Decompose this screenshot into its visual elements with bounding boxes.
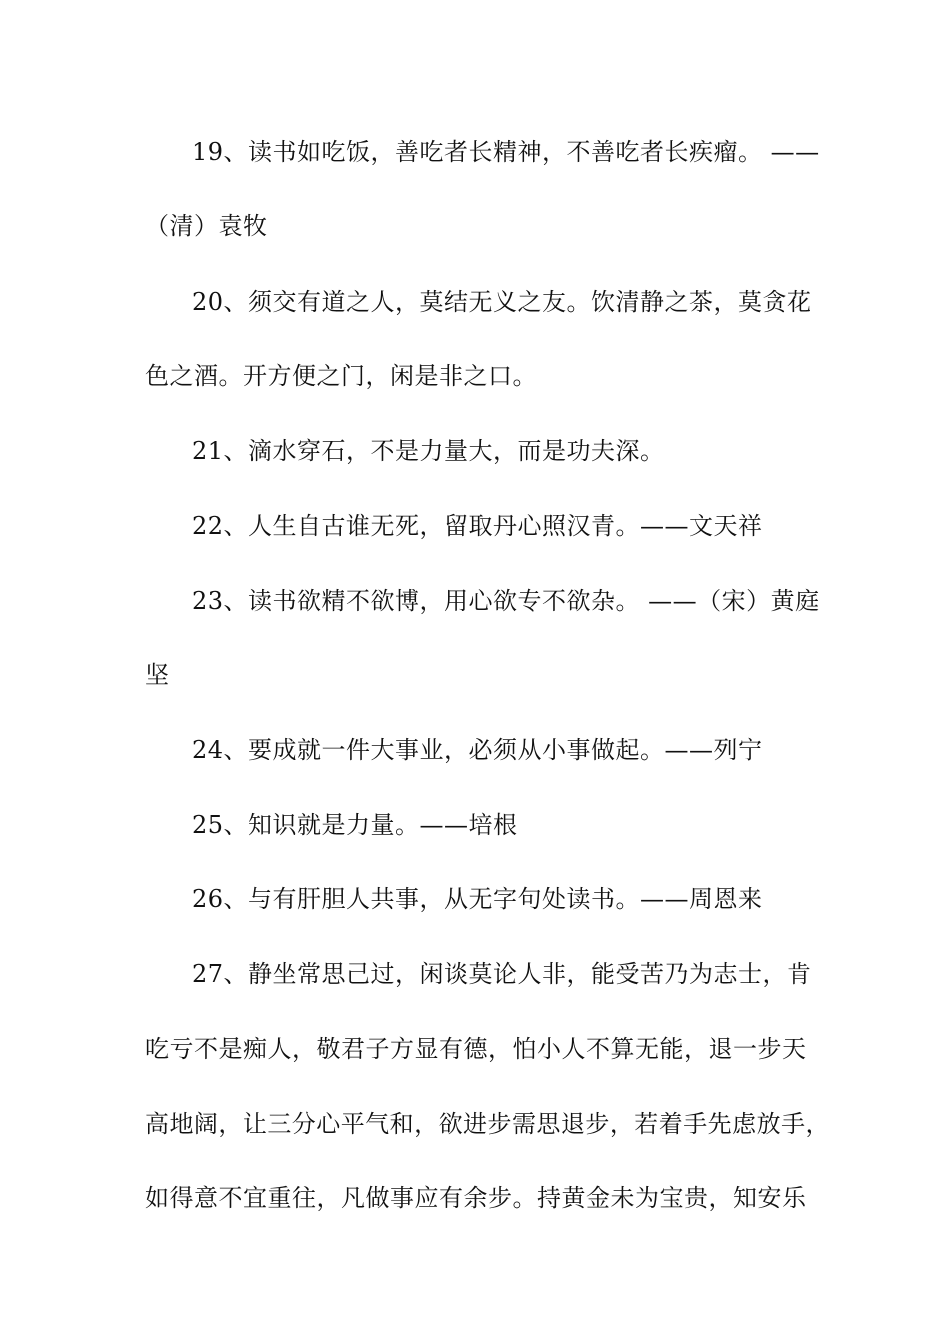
- quote-27-line-1: 27、静坐常思己过，闲谈莫论人非，能受苦乃为志士，肯: [192, 960, 812, 988]
- quote-22: 22、人生自古谁无死，留取丹心照汉青。——文天祥: [192, 512, 763, 540]
- quote-21: 21、滴水穿石，不是力量大，而是功夫深。: [192, 437, 665, 465]
- quote-24: 24、要成就一件大事业，必须从小事做起。——列宁: [192, 736, 763, 764]
- quote-27-line-2: 吃亏不是痴人，敬君子方显有德，怕小人不算无能，退一步天: [145, 1035, 807, 1063]
- quote-23-line-2: 坚: [145, 661, 170, 689]
- quote-20-line-2: 色之酒。开方便之门，闲是非之口。: [145, 362, 537, 390]
- quote-19-line-2: （清）袁牧: [145, 212, 268, 240]
- quote-19-line-1: 19、读书如吃饭，善吃者长精神，不善吃者长疾瘤。 ——: [192, 138, 820, 166]
- quote-20-line-1: 20、须交有道之人，莫结无义之友。饮清静之茶，莫贪花: [192, 288, 812, 316]
- quote-27-line-4: 如得意不宜重往，凡做事应有余步。持黄金未为宝贵，知安乐: [145, 1184, 807, 1212]
- quote-25: 25、知识就是力量。——培根: [192, 811, 518, 839]
- quote-27-line-3: 高地阔，让三分心平气和，欲进步需思退步，若着手先虑放手，: [145, 1110, 830, 1138]
- quote-26: 26、与有肝胆人共事，从无字句处读书。——周恩来: [192, 885, 763, 913]
- quote-23-line-1: 23、读书欲精不欲博，用心欲专不欲杂。 ——（宋）黄庭: [192, 587, 820, 615]
